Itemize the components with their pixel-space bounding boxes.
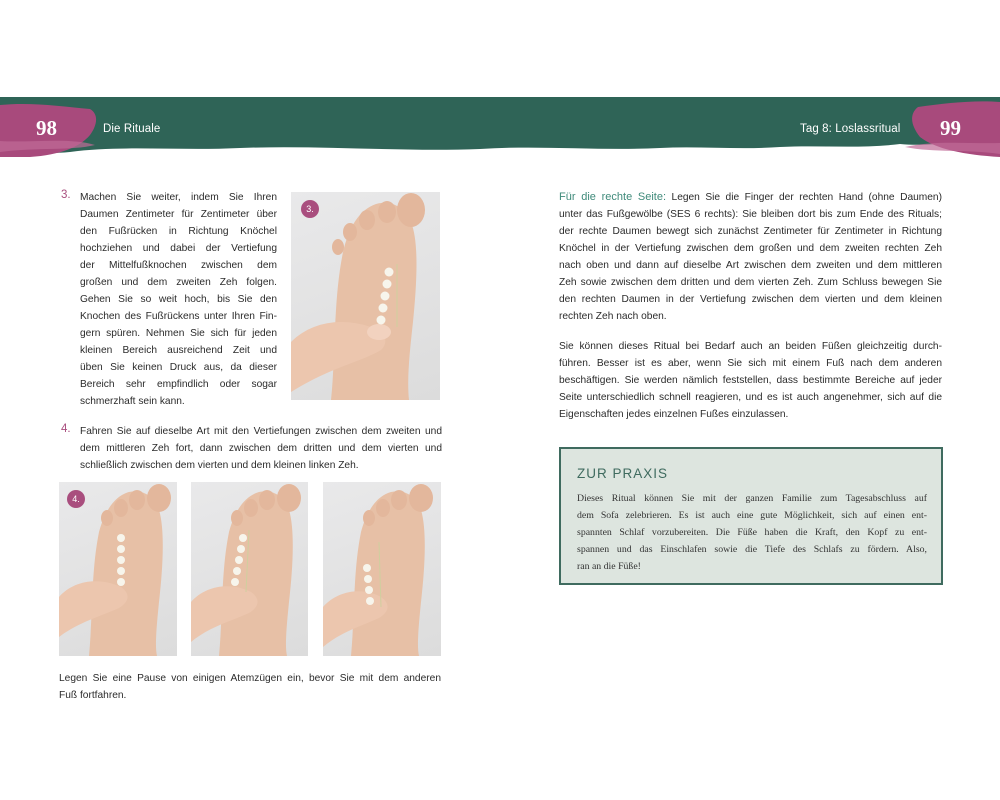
step-number-3: 3. [61,189,71,201]
photo-badge-4: 4. [67,490,85,508]
text-line: Bereich sehr empfindlich oder sogar [80,379,277,390]
text-line: nach oben und dann auf dieselbe Art zwischen dem zweiten und dem mittleren [559,260,942,271]
praxis-box [559,447,943,585]
text-line [559,189,942,206]
text-line: der rechte Daumen bewegt sich zunächst Zentimeter für Zentimeter in Richtung [559,226,942,237]
text-line: großen und dem zweiten Zeh folgen. [80,277,277,288]
text-line: dem mittleren Zeh fort, dann zwischen dem dritten und dem vierten und [80,443,442,454]
text-line: führen. Besser ist es aber, wenn Sie sich mit einem Fuß nach dem anderen [559,358,942,369]
closing-paragraph [59,670,441,704]
text-line: unter das Fußgewölbe (SES 6 rechts): Sie bleiben dort bis zum Ende des Rituals; [559,209,942,220]
step-3-text [80,189,277,410]
text-line: schmerzhaft sein kann. [80,396,185,407]
text-line: Machen Sie weiter, indem Sie Ihren [80,192,277,203]
text-line: üben Sie keinen Druck aus, da dieser [80,362,277,373]
text-line: Fahren Sie auf dieselbe Art mit den Vertiefungen zwischen dem zweiten und [80,426,442,437]
text-line: Sie können dieses Ritual bei Bedarf auch an beiden Füßen gleichzeitig durch- [559,341,942,352]
text-line: gern spüren. Nehmen Sie sich für jeden [80,328,277,339]
text-line: Daumen Zentimeter für Zentimeter über [80,209,277,220]
text-line: hochziehen und dabei der Vertiefung [80,243,277,254]
praxis-title: ZUR PRAXIS [577,466,669,481]
foot-illustration [59,482,177,656]
photo-step-4c [323,482,441,656]
text-line: Dieses Ritual können Sie mit der ganzen Familie zum Tagesabschluss auf [577,493,927,504]
text-line: spannten Schlaf vorzubereiten. Die Füße haben die Kraft, den Kopf zu ent- [577,527,927,538]
step-4-text [80,423,442,474]
text-line: Zeh sowie zwischen dem dritten und dem vierten Zeh. Zum Schluss bewegen Sie [559,277,942,288]
text-line: den Fußrücken in Richtung Knöchel [80,226,277,237]
running-title-left: Die Rituale [103,123,161,135]
right-paragraph-2 [559,338,942,423]
text-line: Legen Sie eine Pause von einigen Atemzügen ein, bevor Sie mit dem anderen [59,673,441,684]
text-line: dem Sofa zelebrieren. Es ist auch eine gute Möglichkeit, sich auf einen ent- [577,510,927,521]
photo-step-4b [191,482,308,656]
text-line: schließlich zwischen dem vierten und dem kleinen linken Zeh. [80,460,359,471]
text-line: Knochen des Fußrückens unter Ihren Fin- [80,311,277,322]
right-paragraph-1 [559,189,942,325]
foot-illustration [323,482,441,656]
text-line: Seite unterschiedlich schnell reagieren, und es ist auch angenehmer, sich auf die [559,392,942,403]
text-line: spannen und das Einschlafen sowie die Tiefe des Schlafs zu fördern. Also, [577,544,927,555]
text-line: beschäftigen. Sie werden nämlich feststellen, dass bestimmte Bereiche auf jeder [559,375,942,386]
photo-step-3 [291,192,440,400]
foot-illustration [291,192,440,400]
foot-illustration [191,482,308,656]
text-line: der Mittelfußknochen zwischen dem [80,260,277,271]
text-line: ran an die Füße! [577,561,641,572]
text-line: rechten Zeh nach oben. [559,311,667,322]
text-line: Knöchel in der Vertiefung zwischen dem großen und dem zweiten rechten Zeh [559,243,942,254]
praxis-text [577,490,927,575]
page-number-left: 98 [36,116,57,140]
text-line: den rechten Daumen in der Vertiefung zwischen dem vierten und dem kleinen [559,294,942,305]
page-number-right: 99 [940,116,961,140]
text-line: Eigenschaften jedes einzelnen Fußes einzulassen. [559,409,789,420]
text-line: Fuß fortfahren. [59,690,127,701]
photo-badge-3: 3. [301,200,319,218]
running-title-right: Tag 8: Loslassritual [800,123,901,135]
side-heading: Für die rechte Seite: [559,191,667,203]
text-span: Legen Sie die Finger der rechten Hand (ohne Daumen) [666,192,942,203]
step-number-4: 4. [61,423,71,435]
text-line: Gehen Sie so weit hoch, bis Sie den [80,294,277,305]
text-line: kleinen Bereich ausreichend Zeit und [80,345,277,356]
photo-step-4a [59,482,177,656]
